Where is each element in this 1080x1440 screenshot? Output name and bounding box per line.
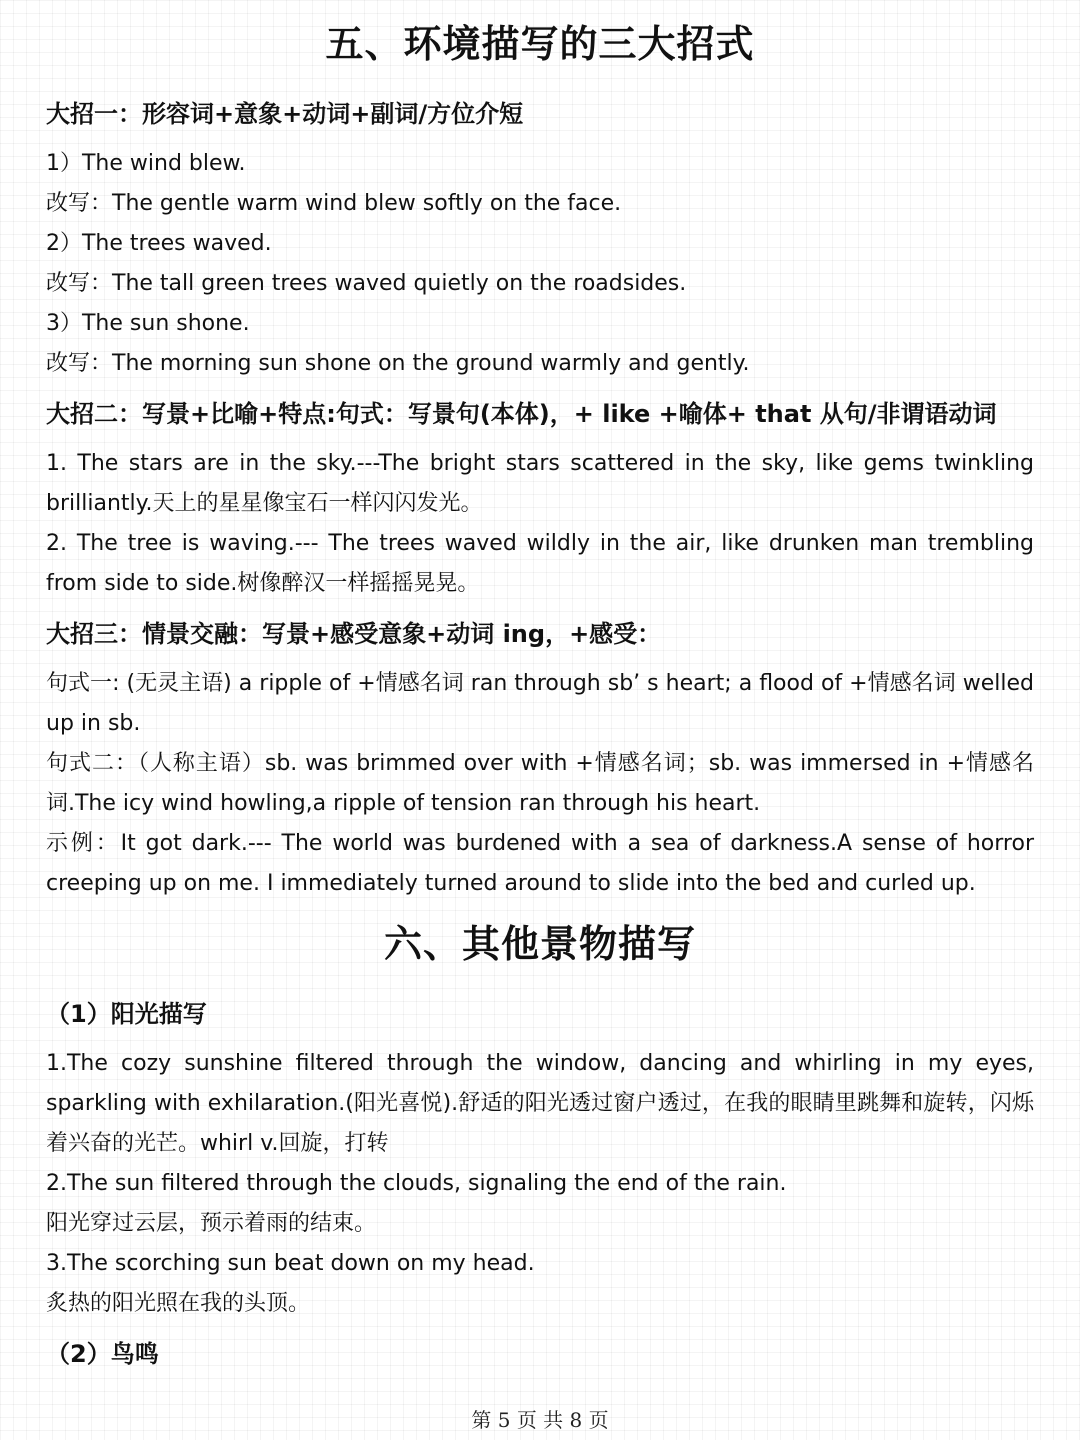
sunshine-heading: （1）阳光描写	[46, 1000, 207, 1028]
move-1-heading: 大招一：形容词+意象+动词+副词/方位介短	[46, 100, 524, 128]
page-number: 第 5 页 共 8 页	[471, 1408, 609, 1432]
example-line: 1）The wind blew.	[46, 151, 246, 176]
sunshine-items	[46, 1044, 1034, 1324]
example-line: 炙热的阳光照在我的头顶。	[46, 1291, 311, 1316]
move-3-block	[46, 614, 1034, 654]
example-paragraph: 示例：It got dark.--- The world was burdened with a sea of darkness.A sense of horror creeping up on me. I immediately turned around to slide into the bed and curled up.	[46, 831, 1034, 896]
example-line: 3）The sun shone.	[46, 311, 250, 336]
pattern-paragraph: 句式一: (无灵主语) a ripple of +情感名词 ran through sb’ s heart; a flood of +情感名词 welled up in sb.	[46, 671, 1034, 736]
section-5-title: 五、环境描写的三大招式	[325, 22, 755, 66]
move-2-heading: 大招二：写景+比喻+特点:句式：写景句(本体)，+ like +喻体+ that 从句/非谓语动词	[46, 400, 997, 428]
sunshine-block	[46, 994, 1034, 1034]
example-line: 3.The scorching sun beat down on my head.	[46, 1251, 535, 1276]
section-6-title: 六、其他景物描写	[383, 922, 696, 966]
pattern-paragraph: 句式二：（人称主语）sb. was brimmed over with +情感名词；sb. was immersed in +情感名词.The icy wind howling,a ripple of tension ran through his heart.	[46, 751, 1034, 816]
example-paragraph: 1. The stars are in the sky.---The bright stars scattered in the sky, like gems twinkling brilliantly.天上的星星像宝石一样闪闪发光。	[46, 451, 1034, 516]
example-line: 改写：The gentle warm wind blew softly on the face.	[46, 191, 622, 216]
move-1-block	[46, 94, 1034, 134]
example-line: 改写：The morning sun shone on the ground warmly and gently.	[46, 351, 750, 376]
move-3-heading: 大招三：情景交融：写景+感受意象+动词 ing，+感受：	[46, 620, 662, 648]
example-paragraph: 1.The cozy sunshine filtered through the window, dancing and whirling in my eyes, sparkling with exhilaration.(阳光喜悦).舒适的阳光透过窗户透过，在我的眼睛里跳舞和旋转，闪烁着兴奋的光芒。whirl v.回旋，打转	[46, 1051, 1034, 1156]
example-line: 阳光穿过云层，预示着雨的结束。	[46, 1211, 377, 1236]
example-paragraph: 2. The tree is waving.--- The trees waved wildly in the air, like drunken man trembling from side to side.树像醉汉一样摇摇晃晃。	[46, 531, 1034, 596]
move-2-block	[46, 394, 1034, 434]
move-2-items	[46, 444, 1034, 604]
example-line: 2）The trees waved.	[46, 231, 272, 256]
move-1-lines	[46, 144, 1034, 384]
example-line: 2.The sun filtered through the clouds, signaling the end of the rain.	[46, 1171, 787, 1196]
move-3-items	[46, 664, 1034, 904]
example-line: 改写：The tall green trees waved quietly on the roadsides.	[46, 271, 687, 296]
birds-block	[46, 1334, 1034, 1374]
birds-heading: （2）鸟鸣	[46, 1340, 159, 1368]
